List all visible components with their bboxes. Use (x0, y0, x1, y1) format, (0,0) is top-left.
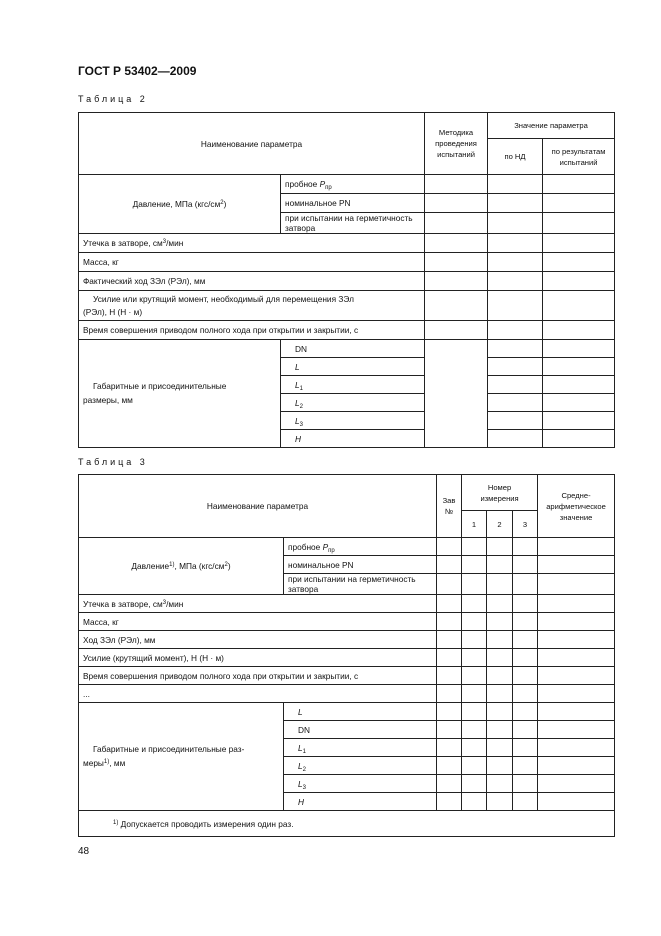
table-cell (487, 574, 513, 595)
table-cell (462, 703, 487, 721)
table-cell (487, 757, 513, 775)
t2-dims-L1: $L_1$ (281, 376, 425, 394)
t2-dims-label: Габаритные и присоединительные размеры, мм (79, 340, 281, 448)
t2-cell (543, 394, 615, 412)
table-cell (538, 538, 615, 556)
table-cell (538, 721, 615, 739)
table-cell (487, 703, 513, 721)
t2-pressure-nominal: номинальное PN (281, 194, 425, 213)
table-cell (462, 721, 487, 739)
table-cell (513, 649, 538, 667)
table-cell (538, 739, 615, 757)
t2-force: Усилие или крутящий момент, необходимый для перемещения ЗЭл (РЭл), Н (Н · м) (79, 291, 425, 321)
table-cell (538, 613, 615, 631)
t2-head-by-results: по результатам испытаний (543, 139, 615, 175)
table-cell (437, 739, 462, 757)
t2-cell (425, 213, 488, 234)
t2-cell (488, 430, 543, 448)
t2-cell (488, 340, 543, 358)
t2-pressure-tightness: при испытании на герметичность затвора (281, 213, 425, 234)
t2-dims-dn: DN (281, 340, 425, 358)
t3-dims-label: Габаритные и присоединительные раз- меры$^{1)}$, мм (79, 703, 284, 811)
table-cell (437, 613, 462, 631)
table-cell (538, 685, 615, 703)
table-cell (437, 574, 462, 595)
t2-cell (425, 234, 488, 253)
t2-cell (543, 253, 615, 272)
table-cell (487, 631, 513, 649)
table-cell (487, 721, 513, 739)
t2-cell (543, 175, 615, 194)
t3-head-m3: 3 (513, 511, 538, 538)
table-cell (462, 685, 487, 703)
t2-cell (488, 358, 543, 376)
table-cell (462, 649, 487, 667)
table-cell (487, 556, 513, 574)
table-cell (487, 685, 513, 703)
t3-dims-L2: $L_2$ (284, 757, 437, 775)
t2-cell (543, 430, 615, 448)
t3-travel: Ход ЗЭл (РЭл), мм (79, 631, 437, 649)
t2-cell (543, 376, 615, 394)
t2-cell (488, 394, 543, 412)
t2-cell (488, 213, 543, 234)
table-cell (487, 649, 513, 667)
table-cell (437, 556, 462, 574)
table-cell (462, 793, 487, 811)
table-cell (437, 667, 462, 685)
t3-footnote: $^{1)}$ Допускается проводить измерения один раз. (79, 811, 615, 837)
t2-cell (488, 175, 543, 194)
table-cell (437, 685, 462, 703)
table-cell (487, 595, 513, 613)
t2-cell (425, 321, 488, 340)
t2-travel: Фактический ход ЗЭл (РЭл), мм (79, 272, 425, 291)
t2-cell (543, 213, 615, 234)
t3-pressure-label: Давление$^{1)}$, МПа $(кгс/см^2)$ (79, 538, 284, 595)
table-cell (487, 775, 513, 793)
table-cell (513, 703, 538, 721)
table-cell (538, 667, 615, 685)
t3-force: Усилие (крутящий момент), Н (Н · м) (79, 649, 437, 667)
t2-cell (425, 253, 488, 272)
t3-dims-L: L (284, 703, 437, 721)
table-cell (462, 538, 487, 556)
t2-cell (425, 272, 488, 291)
table-cell (487, 538, 513, 556)
t2-head-value: Значение параметра (488, 113, 615, 139)
t2-cell (488, 253, 543, 272)
table-cell (437, 721, 462, 739)
t3-dims-L3: $L_3$ (284, 775, 437, 793)
table-cell (462, 613, 487, 631)
table-cell (437, 775, 462, 793)
table-cell (538, 703, 615, 721)
t2-cell (543, 358, 615, 376)
t2-pressure-label: Давление, МПа $(кгс/см^2)$ (79, 175, 281, 234)
t2-leak: Утечка в затворе, $см^3$/мин (79, 234, 425, 253)
table-cell (513, 631, 538, 649)
t3-head-average: Средне- арифметическое значение (538, 475, 615, 538)
t2-cell (543, 291, 615, 321)
t2-cell (488, 376, 543, 394)
t3-ellipsis: ... (79, 685, 437, 703)
t3-dims-dn: DN (284, 721, 437, 739)
t2-cell (543, 340, 615, 358)
table-cell (462, 556, 487, 574)
t2-head-by-nd: по НД (488, 139, 543, 175)
table-cell (513, 721, 538, 739)
t2-cell (425, 291, 488, 321)
table-cell (538, 649, 615, 667)
table-cell (487, 667, 513, 685)
table-cell (437, 631, 462, 649)
table-cell (462, 775, 487, 793)
table-cell (513, 775, 538, 793)
t3-pressure-probe: пробное $P_{пр}$ (284, 538, 437, 556)
t3-head-m2: 2 (487, 511, 513, 538)
table-cell (513, 685, 538, 703)
page-number: 48 (78, 846, 90, 857)
t3-pressure-tightness: при испытании на герметичность затвора (284, 574, 437, 595)
t2-cell (425, 194, 488, 213)
t2-cell (543, 272, 615, 291)
t2-time: Время совершения приводом полного хода при открытии и закрытии, с (79, 321, 425, 340)
t2-mass: Масса, кг (79, 253, 425, 272)
table-cell (462, 574, 487, 595)
table-cell (462, 595, 487, 613)
t2-method-merged (425, 340, 488, 448)
t2-cell (488, 194, 543, 213)
table-cell (538, 631, 615, 649)
t2-cell (488, 272, 543, 291)
table-cell (538, 757, 615, 775)
t2-cell (425, 175, 488, 194)
table3-caption: Таблица 3 (78, 457, 148, 467)
table-cell (513, 574, 538, 595)
document-header: ГОСТ Р 53402—2009 (78, 64, 197, 78)
table-cell (538, 595, 615, 613)
t2-cell (543, 234, 615, 253)
t3-head-zav: Зав № (437, 475, 462, 538)
table-cell (513, 595, 538, 613)
table-cell (462, 739, 487, 757)
table-cell (487, 793, 513, 811)
t3-dims-H: H (284, 793, 437, 811)
table-cell (437, 649, 462, 667)
t2-dims-L3: $L_3$ (281, 412, 425, 430)
t3-head-m1: 1 (462, 511, 487, 538)
table-cell (437, 703, 462, 721)
table-cell (513, 757, 538, 775)
t3-leak: Утечка в затворе, $см^3$/мин (79, 595, 437, 613)
t3-mass: Масса, кг (79, 613, 437, 631)
table-cell (513, 667, 538, 685)
table-cell (437, 793, 462, 811)
table-cell (437, 538, 462, 556)
t2-dims-L2: $L_2$ (281, 394, 425, 412)
t2-cell (488, 291, 543, 321)
t3-dims-L1: $L_1$ (284, 739, 437, 757)
table-cell (538, 793, 615, 811)
table2-caption: Таблица 2 (78, 94, 148, 104)
table-cell (487, 739, 513, 757)
table-cell (538, 775, 615, 793)
table-cell (513, 538, 538, 556)
table-cell (437, 595, 462, 613)
table-cell (462, 757, 487, 775)
table-2 (78, 112, 615, 448)
t2-cell (488, 234, 543, 253)
table-cell (462, 667, 487, 685)
table-cell (487, 613, 513, 631)
t2-cell (543, 412, 615, 430)
t2-dims-H: H (281, 430, 425, 448)
t3-head-measure: Номер измерения (462, 475, 538, 511)
table-cell (437, 757, 462, 775)
t2-cell (543, 194, 615, 213)
t3-time: Время совершения приводом полного хода при открытии и закрытии, с (79, 667, 437, 685)
table-cell (513, 556, 538, 574)
table-cell (513, 739, 538, 757)
t2-dims-L: L (281, 358, 425, 376)
table-cell (538, 556, 615, 574)
table-3 (78, 474, 615, 837)
table-cell (462, 631, 487, 649)
t2-cell (543, 321, 615, 340)
t2-cell (488, 412, 543, 430)
t3-pressure-nominal: номинальное PN (284, 556, 437, 574)
t2-head-name: Наименование параметра (79, 113, 425, 175)
table-cell (513, 613, 538, 631)
table-cell (538, 574, 615, 595)
table-cell (513, 793, 538, 811)
t3-head-name: Наименование параметра (79, 475, 437, 538)
t2-head-method: Методика проведения испытаний (425, 113, 488, 175)
t2-pressure-probe: пробное $P_{пр}$ (281, 175, 425, 194)
t2-cell (488, 321, 543, 340)
